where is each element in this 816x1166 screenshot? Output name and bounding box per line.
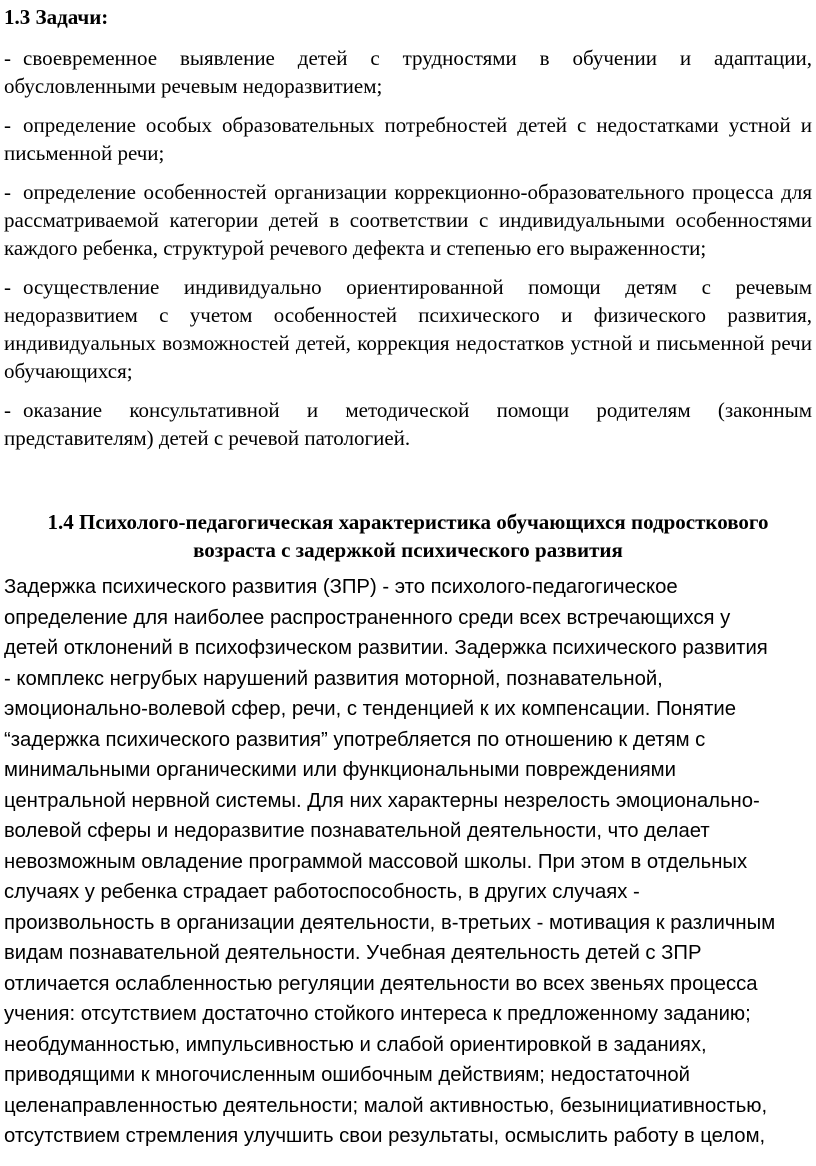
task-text: определение особых образовательных потребностей детей с недостатками устной и письменной речи; [4, 113, 812, 165]
task-item [4, 396, 812, 452]
body-line: учения: отсутствием достаточно стойкого интереса к предложенному заданию; [4, 1003, 751, 1025]
task-dash: - [4, 46, 11, 70]
task-text: осуществление индивидуально ориентированной помощи детям с речевым недоразвитием с учетом особенностей психического и физического развития, индивидуальных возможностей детей, коррекция недостатков устной и письменной речи обучающихся; [4, 275, 812, 383]
body-line: невозможным овладение программой массовой школы. При этом в отдельных [4, 850, 748, 873]
body-line: необдуманностью, импульсивностью и слабой ориентировкой в заданиях, [4, 1033, 707, 1056]
body-line: определение для наиболее распространенного среди всех встречающихся у [4, 606, 731, 629]
body-line: целенаправленностью деятельности; малой активностью, безынициативностью, [4, 1094, 768, 1117]
task-dash: - [4, 275, 11, 299]
body-line: приводящими к многочисленным ошибочным действиям; недостаточной [4, 1064, 691, 1086]
body-line: произвольность в организации деятельности, в-третьих - мотивация к различным [4, 911, 776, 934]
body-line: - комплекс негрубых нарушений развития моторной, познавательной, [4, 667, 663, 690]
task-text: оказание консультативной и методической помощи родителям (законным представителям) детей с речевой патологией. [4, 398, 812, 450]
task-dash: - [4, 113, 11, 137]
task-text: определение особенностей организации коррекционно-образовательного процесса для рассматриваемой категории детей в соответствии с индивидуальными особенностями каждого ребенка, структурой речевого дефекта и степенью его выраженности; [4, 180, 812, 260]
body-line: отсутствием стремления улучшить свои результаты, осмыслить работу в целом, [4, 1125, 766, 1147]
body-line: центральной нервной системы. Для них характерны незрелость эмоционально- [4, 789, 760, 812]
subsection-heading: 1.4 Психолого-педагогическая характеристика обучающихся подросткового возраста с задержкой психического развития [47, 510, 769, 562]
body-paragraph [4, 572, 814, 1152]
body-line: видам познавательной деятельности. Учебная деятельность детей с ЗПР [4, 942, 702, 964]
section-heading-tasks: 1.3 Задачи: [4, 5, 109, 29]
task-list [4, 44, 812, 463]
task-dash: - [4, 398, 11, 422]
body-line: отличается ослабленностью регуляции деятельности во всех звеньях процесса [4, 972, 758, 995]
body-line: минимальными органическими или функциональными повреждениями [4, 759, 676, 781]
body-line: детей отклонений в психофзическом развитии. Задержка психического развития [4, 637, 768, 659]
body-line: “задержка психического развития” употребляется по отношению к детям с [4, 728, 706, 751]
task-item [4, 178, 812, 262]
body-line: случаях у ребенка страдает работоспособность, в других случаях - [4, 881, 640, 903]
task-text: своевременное выявление детей с трудностями в обучении и адаптации, обусловленными речевым недоразвитием; [4, 46, 812, 98]
body-line: волевой сферы и недоразвитие познавательной деятельности, что делает [4, 820, 710, 842]
task-item [4, 273, 812, 385]
task-item [4, 111, 812, 167]
task-dash: - [4, 180, 11, 204]
body-line: эмоционально-волевой сфер, речи, с тенденцией к их компенсации. Понятие [4, 698, 737, 720]
task-item [4, 44, 812, 100]
body-line: Задержка психического развития (ЗПР) - это психолого-педагогическое [4, 576, 678, 598]
